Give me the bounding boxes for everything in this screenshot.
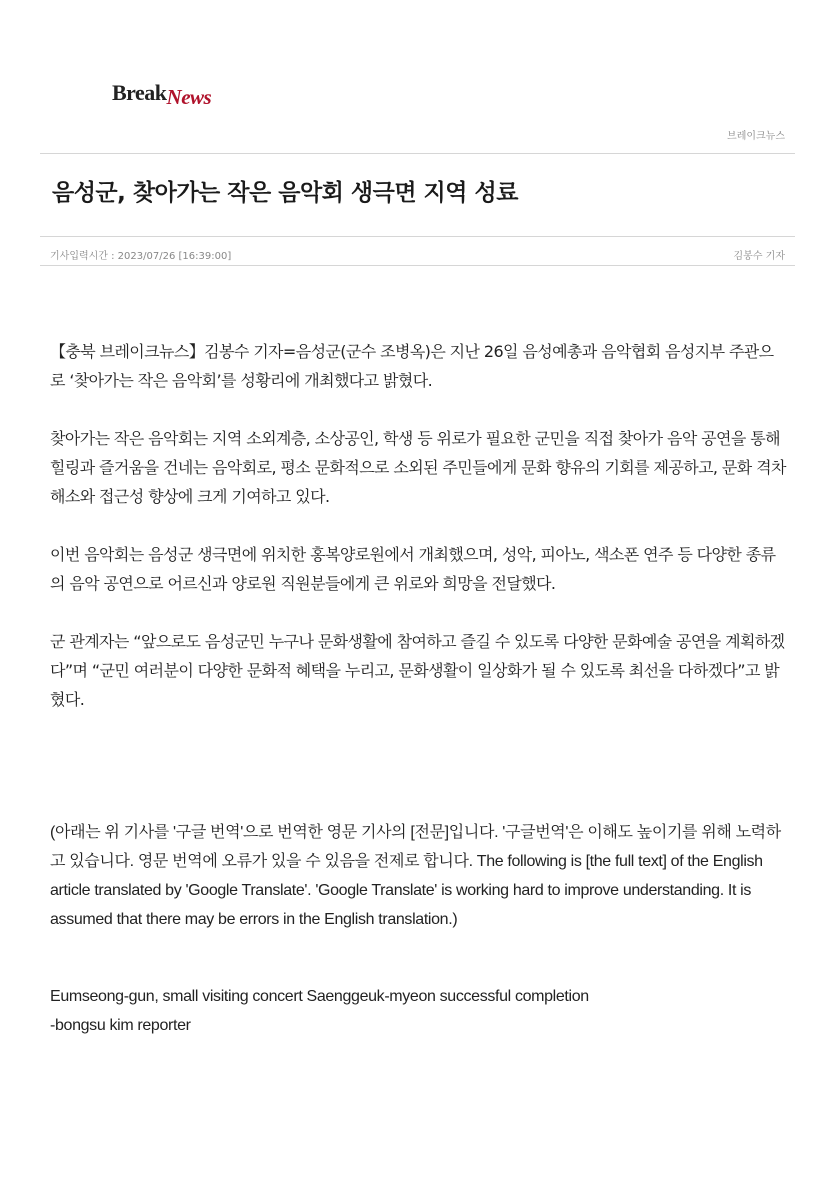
article-author: 김봉수 기자 [733,251,785,262]
logo-news-text: News [166,85,212,109]
meta-divider [40,265,795,266]
breaknews-logo[interactable] [112,80,212,109]
article-body [50,337,787,714]
article-paragraph: 찾아가는 작은 음악회는 지역 소외계층, 소상공인, 학생 등 위로가 필요한 군민을 직접 찾아가 음악 공연을 통해 힐링과 즐거움을 건네는 음악회로, 평소 문화적으로 소외된 주민들에게 문화 향유의 기회를 제공하고, 문화 격차 해소와 접근성 향상에 크게 기여하고 있다. [50,429,786,506]
translation-note [50,818,787,934]
source-tag: 브레이크뉴스 [727,131,785,142]
english-section [50,982,787,1040]
article-paragraph: 군 관계자는 “앞으로도 음성군민 누구나 문화생활에 참여하고 즐길 수 있도록 다양한 문화예술 공연을 계획하겠다”며 “군민 여러분이 다양한 문화적 혜택을 누리고, 문화생활이 일상화가 될 수 있도록 최선을 다하겠다”고 밝혔다. [50,632,785,709]
article-paragraph: 【충북 브레이크뉴스】김봉수 기자=음성군(군수 조병옥)은 지난 26일 음성예총과 음악협회 음성지부 주관으로 ‘찾아가는 작은 음악회’를 성황리에 개최했다고 밝혔다. [50,342,774,390]
header-divider [40,153,795,154]
article-title: 음성군, 찾아가는 작은 음악회 생극면 지역 성료 [52,180,518,206]
translation-note-text: (아래는 위 기사를 '구글 번역'으로 번역한 영문 기사의 [전문]입니다. '구글번역'은 이해도 높이기를 위해 노력하고 있습니다. 영문 번역에 오류가 있을 수 있음을 전제로 합니다. The following is [the full text] of the English article translated by 'Google Translate'. 'Google Translate' is working hard to improve understanding. It is assumed that there may be errors in the English translation.) [50,824,781,928]
english-byline: -bongsu kim reporter [50,1017,191,1034]
title-divider [40,236,795,237]
article-date: 기사입력시간 : 2023/07/26 [16:39:00] [50,251,232,262]
english-title: Eumseong-gun, small visiting concert Saenggeuk-myeon successful completion [50,988,589,1005]
logo-break-text: Break [112,80,167,105]
article-paragraph: 이번 음악회는 음성군 생극면에 위치한 홍복양로원에서 개최했으며, 성악, 피아노, 색소폰 연주 등 다양한 종류의 음악 공연으로 어르신과 양로원 직원분들에게 큰 위로와 희망을 전달했다. [50,545,776,593]
